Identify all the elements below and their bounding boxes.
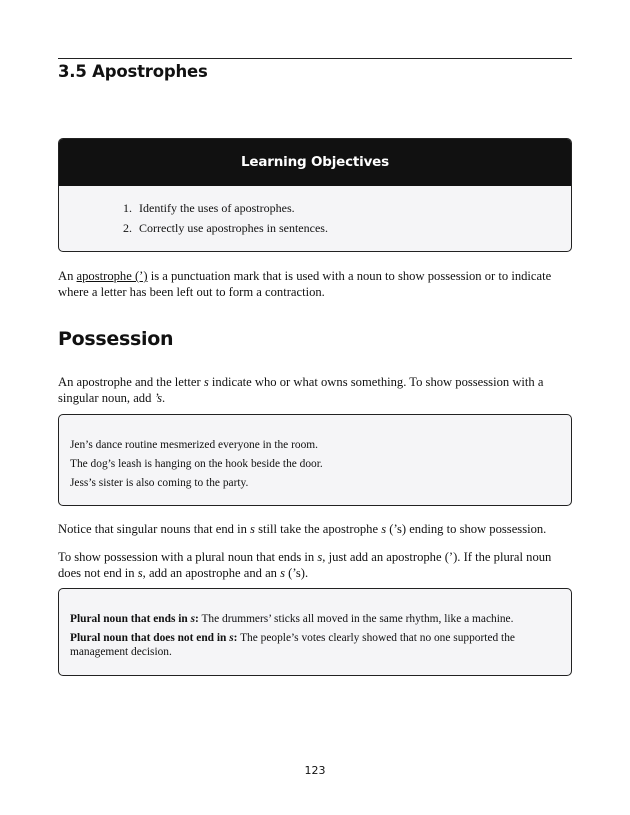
plural-paragraph: To show possession with a plural noun that ends in s, just add an apostrophe (’). If the plural noun does not end in s, add an apostrophe and an s (’s). xyxy=(58,550,552,580)
example-line: Jess’s sister is also coming to the party. xyxy=(70,477,249,489)
section-title: 3.5 Apostrophes xyxy=(58,62,208,81)
list-item: 2. Correctly use apostrophes in sentences. xyxy=(123,220,328,235)
list-item: 1. Identify the uses of apostrophes. xyxy=(123,201,295,215)
section-rule xyxy=(58,58,572,59)
example-line: The dog’s leash is hanging on the hook beside the door. xyxy=(70,458,323,470)
intro-paragraph: An apostrophe (’) is a punctuation mark that is used with a noun to show possession or to indicate where a letter has been left out to form a contraction. xyxy=(58,269,552,299)
learning-objectives-box xyxy=(58,138,572,252)
learning-objectives-heading: Learning Objectives xyxy=(59,139,571,186)
example-line: Plural noun that does not end in s: The people’s votes clearly showed that no one supported the management decision. xyxy=(70,632,515,658)
example-line: Jen’s dance routine mesmerized everyone in the room. xyxy=(70,439,318,451)
notice-paragraph: Notice that singular nouns that end in s still take the apostrophe s (’s) ending to show possession. xyxy=(58,522,547,536)
possession-heading: Possession xyxy=(58,328,174,350)
plural-examples-box xyxy=(58,588,572,676)
possession-paragraph: An apostrophe and the letter s indicate who or what owns something. To show possession with a singular noun, add ’s. xyxy=(58,375,544,405)
example-line: Plural noun that ends in s: The drummers’ sticks all moved in the same rhythm, like a machine. xyxy=(70,613,514,625)
page-number: 123 xyxy=(304,764,326,777)
apostrophe-term-link[interactable]: apostrophe (’) xyxy=(76,269,148,283)
singular-examples-box xyxy=(58,414,572,506)
learning-objectives-list xyxy=(123,199,571,238)
